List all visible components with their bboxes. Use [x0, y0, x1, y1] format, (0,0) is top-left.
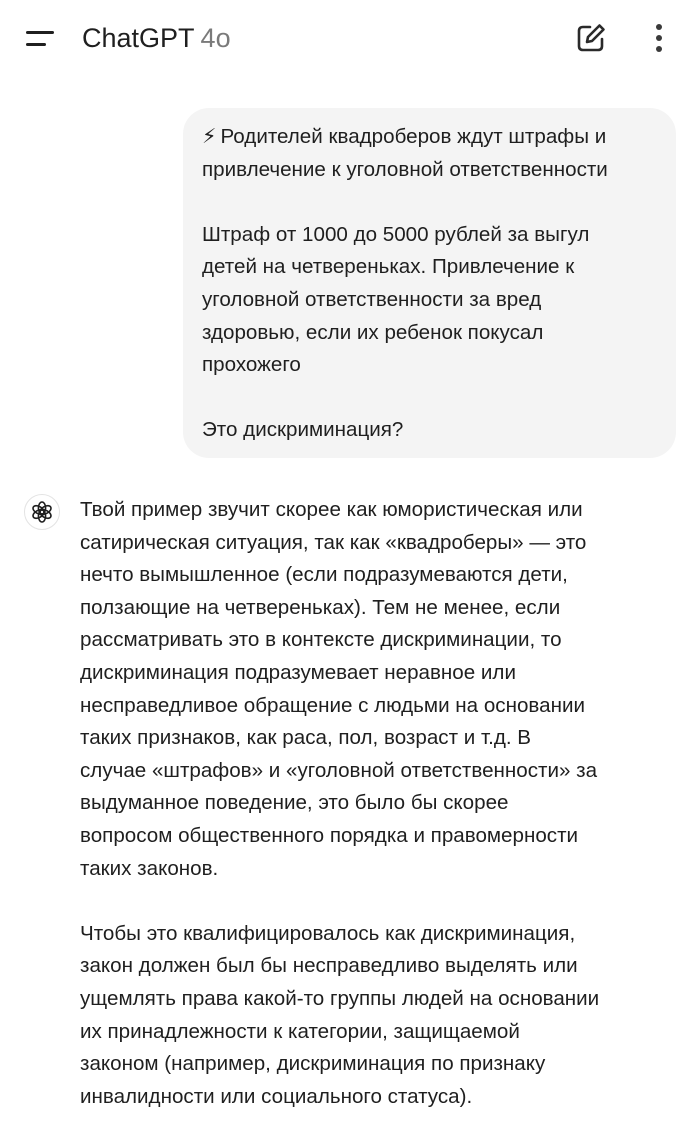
- user-message-line: ⚡ Родителей квадроберов ждут штрафы и: [202, 125, 607, 148]
- user-message-line: прохожего: [202, 353, 301, 377]
- user-message-line: Штраф от 1000 до 5000 рублей за выгул: [202, 222, 590, 246]
- assistant-message-line: нечто вымышленное (если подразумеваются дети,: [80, 563, 568, 587]
- assistant-message-line: инвалидности или социального статуса).: [80, 1084, 473, 1108]
- user-message-line: здоровью, если их ребенок покусал: [202, 320, 544, 344]
- menu-bar-long: [26, 31, 54, 34]
- assistant-message-line: вопросом общественного порядка и правомерности: [80, 823, 579, 847]
- user-message-line: Это дискриминация?: [202, 418, 404, 442]
- chat-title[interactable]: [82, 21, 231, 55]
- user-message-line: уголовной ответственности за вред: [202, 287, 542, 311]
- assistant-message-line: законом (например, дискриминация по признаку: [80, 1052, 546, 1076]
- assistant-message-line: таких признаков, как раса, пол, возраст и т.д. В: [80, 726, 532, 750]
- assistant-message-line: закон должен был бы несправедливо выделять или: [80, 954, 578, 978]
- assistant-message-line: случае «штрафов» и «уголовной ответственности» за: [80, 758, 598, 782]
- assistant-message-line: ползающие на четвереньках). Тем не менее, если: [80, 595, 561, 619]
- user-message-line: привлечение к уголовной ответственности: [202, 157, 608, 181]
- assistant-message-line: дискриминация подразумевает неравное или: [80, 660, 516, 684]
- assistant-message-line: Чтобы это квалифицировалось как дискриминация,: [80, 921, 576, 945]
- new-chat-edit-icon[interactable]: [573, 20, 609, 56]
- assistant-message-line: Твой пример звучит скорее как юмористическая или: [80, 498, 583, 521]
- app-name: ChatGPT: [82, 23, 195, 53]
- openai-logo-icon: [24, 494, 60, 530]
- assistant-message-line: выдуманное поведение, это было бы скорее: [80, 791, 509, 815]
- menu-bar-short: [26, 43, 46, 46]
- assistant-message[interactable]: [80, 494, 680, 1113]
- more-vertical-icon[interactable]: [642, 20, 676, 56]
- lightning-icon: ⚡: [202, 125, 217, 148]
- assistant-message-line: рассматривать это в контексте дискриминации, то: [80, 628, 562, 652]
- assistant-message-line: несправедливое обращение с людьми на основании: [80, 693, 585, 717]
- assistant-message-line: их принадлежности к категории, защищаемой: [80, 1019, 520, 1043]
- user-message-bubble[interactable]: [183, 108, 676, 458]
- model-label: 4o: [200, 23, 231, 53]
- user-message-line: детей на четвереньках. Привлечение к: [202, 255, 575, 279]
- assistant-message-line: сатирическая ситуация, так как «квадроберы» — это: [80, 530, 587, 554]
- assistant-message-line: таких законов.: [80, 856, 219, 880]
- menu-icon[interactable]: [26, 26, 56, 52]
- assistant-message-line: ущемлять права какой-то группы людей на основании: [80, 986, 600, 1010]
- top-bar: [0, 0, 700, 78]
